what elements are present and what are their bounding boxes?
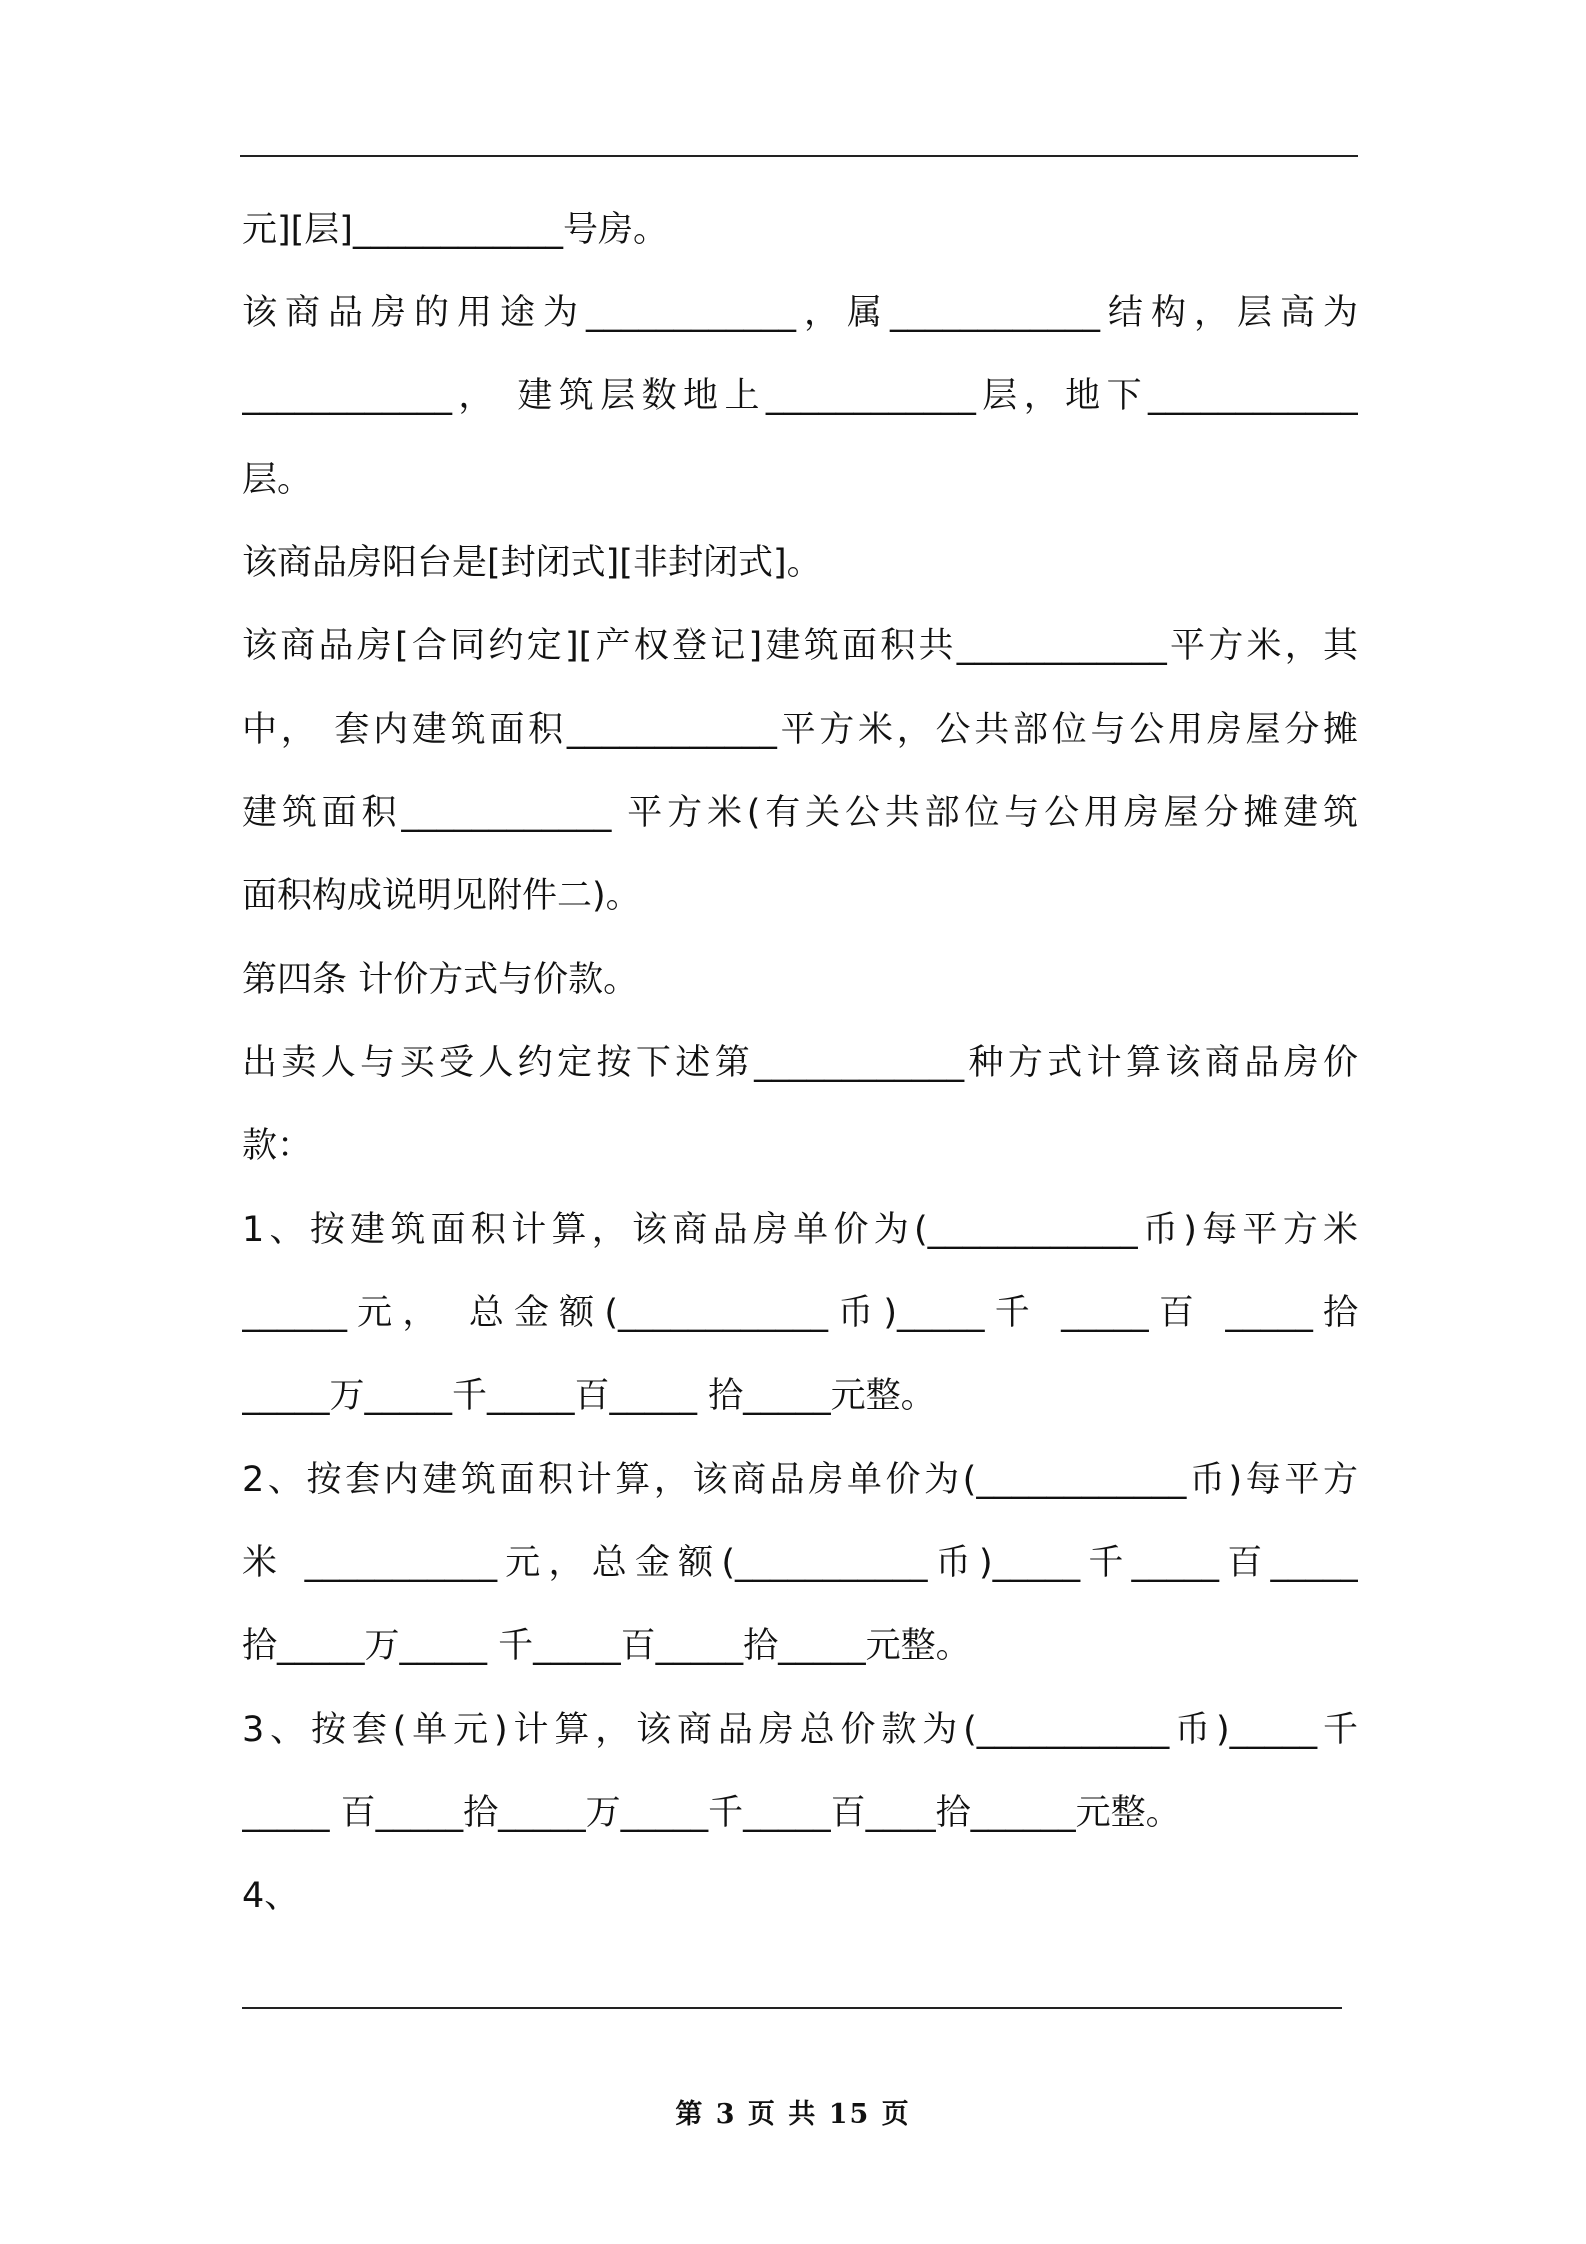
text-line: 该商品房的用途为____________，属____________结构，层高为 xyxy=(242,293,1358,333)
text-line: 出卖人与买受人约定按下述第____________种方式计算该商品房价 xyxy=(242,1043,1358,1083)
text-line: 2、按套内建筑面积计算，该商品房单价为(____________币)每平方 xyxy=(242,1460,1358,1500)
text-line: 该商品房阳台是[封闭式][非封闭式]。 xyxy=(242,543,822,583)
text-line: 拾_____万_____ 千_____百_____拾_____元整。 xyxy=(242,1626,971,1666)
text-line: 面积构成说明见附件二)。 xyxy=(242,876,641,916)
text-line: 米 ___________元，总金额(___________币)_____千_____百_____ xyxy=(242,1543,1358,1583)
text-line: ______元， 总金额(____________币)_____千 _____百 _____拾 xyxy=(242,1293,1358,1333)
text-line: 元][层]____________号房。 xyxy=(242,210,668,250)
text-line: 款： xyxy=(242,1126,313,1166)
header-rule xyxy=(240,155,1358,157)
text-line: 层。 xyxy=(242,460,313,500)
section-heading: 第四条 计价方式与价款。 xyxy=(242,960,639,1000)
text-line: 该商品房[合同约定][产权登记]建筑面积共____________平方米，其 xyxy=(242,626,1358,666)
text-line: 1、按建筑面积计算，该商品房单价为(____________币)每平方米 xyxy=(242,1210,1358,1250)
text-line: _____ 百_____拾_____万_____千_____百____拾______元整。 xyxy=(242,1793,1181,1833)
fill-in-blank-line xyxy=(242,2007,1342,2009)
text-line: 建筑面积____________ 平方米(有关公共部位与公用房屋分摊建筑 xyxy=(242,793,1358,833)
page-number: 第 3 页 共 15 页 xyxy=(675,2099,911,2130)
text-line: ____________， 建筑层数地上____________层，地下____________ xyxy=(242,376,1358,416)
text-line: 3、按套(单元)计算，该商品房总价款为(___________币)_____千 xyxy=(242,1710,1358,1750)
text-line: 中， 套内建筑面积____________平方米，公共部位与公用房屋分摊 xyxy=(242,710,1358,750)
text-line: 4、 xyxy=(242,1876,300,1916)
text-line: _____万_____千_____百_____ 拾_____元整。 xyxy=(242,1376,936,1416)
